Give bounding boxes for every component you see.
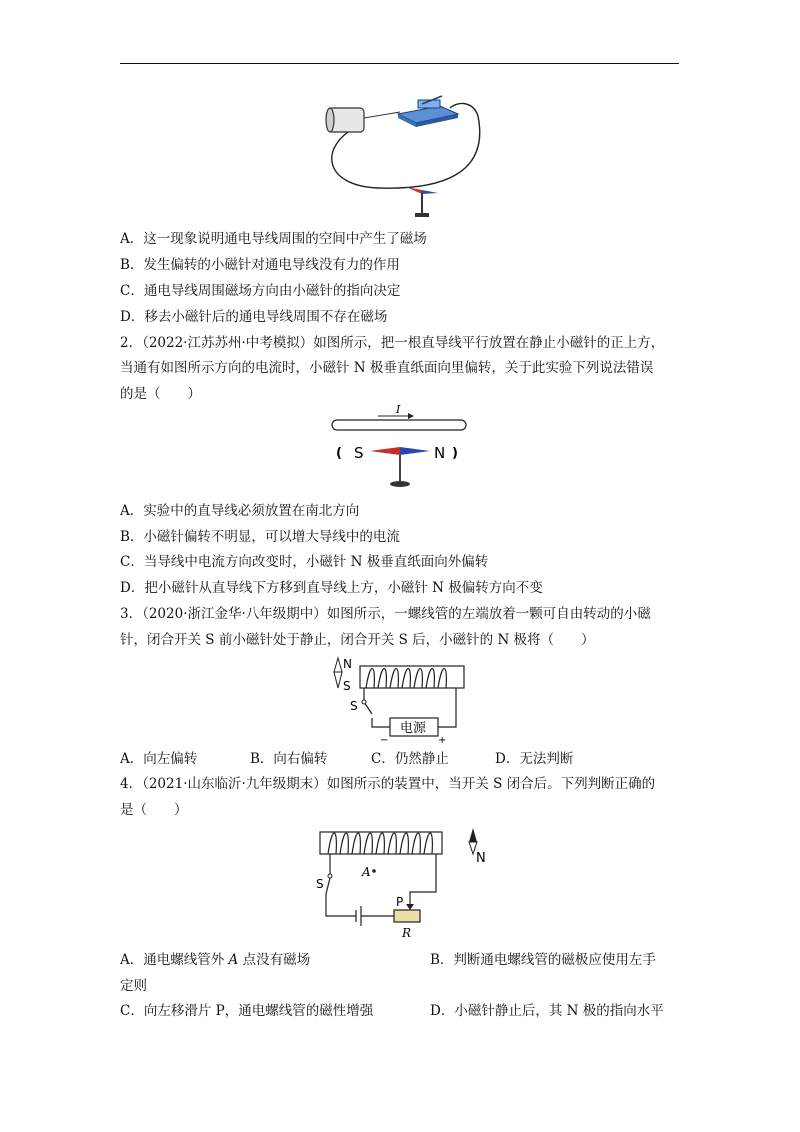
q1-option-a: A．这一现象说明通电导线周围的空间中产生了磁场: [120, 231, 427, 247]
needle-n-label: N: [476, 851, 486, 866]
slider-label: P: [396, 895, 404, 909]
q4-stem-line-2: 是（ ）: [120, 802, 188, 818]
needle-n-label: N: [343, 657, 352, 671]
q4-figure: [316, 824, 496, 940]
q4-option-b: B．判断通电螺线管的磁极应使用左手: [430, 952, 656, 968]
header-rule: [120, 63, 679, 64]
q3-stem-line-1: 3．（2020·浙江金华·八年级期中）如图所示，一螺线管的左端放着一颗可自由转动的小磁: [120, 606, 651, 622]
q2-stem-line-2: 当通有如图所示方向的电流时，小磁针 N 极垂直纸面向里偏转，关于此实验下列说法错误: [120, 360, 654, 376]
switch-label: S: [316, 877, 324, 891]
q4-option-b-continued: 定则: [120, 978, 147, 994]
q2-stem-line-1: 2．（2022·江苏苏州·中考模拟）如图所示，把一根直导线平行放置在静止小磁针的正上方，: [120, 335, 665, 351]
switch-icon: [398, 96, 458, 127]
q2-figure: [330, 404, 470, 494]
rheostat: [394, 910, 420, 922]
right-bracket: ): [452, 446, 458, 461]
plus-label: +: [438, 735, 447, 744]
q1-option-b: B．发生偏转的小磁针对通电导线没有力的作用: [120, 257, 400, 273]
q4-stem-line-1: 4．（2021·山东临沂·九年级期末）如图所示的装置中，当开关 S 闭合后。下列判断正确的: [120, 776, 656, 792]
s-pole-label: S: [354, 444, 364, 462]
q2-stem-line-3: 的是（ ）: [120, 386, 201, 402]
q4-option-a: [120, 951, 310, 969]
q4-option-d: D．小磁针静止后，其 N 极的指向水平: [430, 1003, 664, 1019]
power-label: 电源: [400, 721, 427, 736]
q3-stem-line-2: 针，闭合开关 S 前小磁针处于静止，闭合开关 S 后，小磁针的 N 极将（ ）: [120, 632, 595, 648]
n-pole-label: N: [434, 444, 446, 462]
q3-option-c: C．仍然静止: [371, 751, 449, 767]
q1-figure: [318, 86, 494, 222]
q2-option-b: B．小磁针偏转不明显，可以增大导线中的电流: [120, 529, 400, 545]
minus-label: −: [380, 735, 389, 744]
needle-s-label: S: [343, 679, 351, 693]
battery-icon: [326, 108, 400, 132]
needle-south-half: [370, 447, 400, 455]
resistor-label: R: [402, 926, 412, 940]
solenoid-tube: [320, 832, 442, 854]
q3-figure: [330, 652, 470, 744]
compass-needle-icon: [334, 658, 342, 688]
switch-label: S: [350, 699, 358, 713]
q1-option-c: C．通电导线周围磁场方向由小磁针的指向决定: [120, 283, 401, 299]
current-label: I: [396, 404, 401, 416]
q2-option-c: C．当导线中电流方向改变时，小磁针 N 极垂直纸面向外偏转: [120, 554, 489, 570]
q4-option-c: C．向左移滑片 P，通电螺线管的磁性增强: [120, 1003, 374, 1019]
q3-option-d: D．无法判断: [495, 751, 574, 767]
compass-needle-icon: [406, 187, 438, 217]
needle-north-half: [400, 447, 430, 455]
q4-option-a-part-2: 点没有磁场: [238, 952, 311, 968]
q1-option-d: D．移去小磁针后的通电导线周围不存在磁场: [120, 309, 388, 325]
solenoid-tube: [360, 666, 464, 688]
q3-option-a: A．向左偏转: [120, 751, 198, 767]
q3-option-b: B．向右偏转: [250, 751, 328, 767]
left-bracket: (: [336, 446, 342, 461]
q4-option-a-part-1: A．通电螺线管外: [120, 952, 229, 968]
point-a-label: A: [362, 865, 371, 879]
q2-option-a: A．实验中的直导线必须放置在南北方向: [120, 503, 360, 519]
q2-option-d: D．把小磁针从直导线下方移到直导线上方，小磁针 N 极偏转方向不变: [120, 580, 543, 596]
q4-option-a-point: A: [228, 952, 239, 968]
